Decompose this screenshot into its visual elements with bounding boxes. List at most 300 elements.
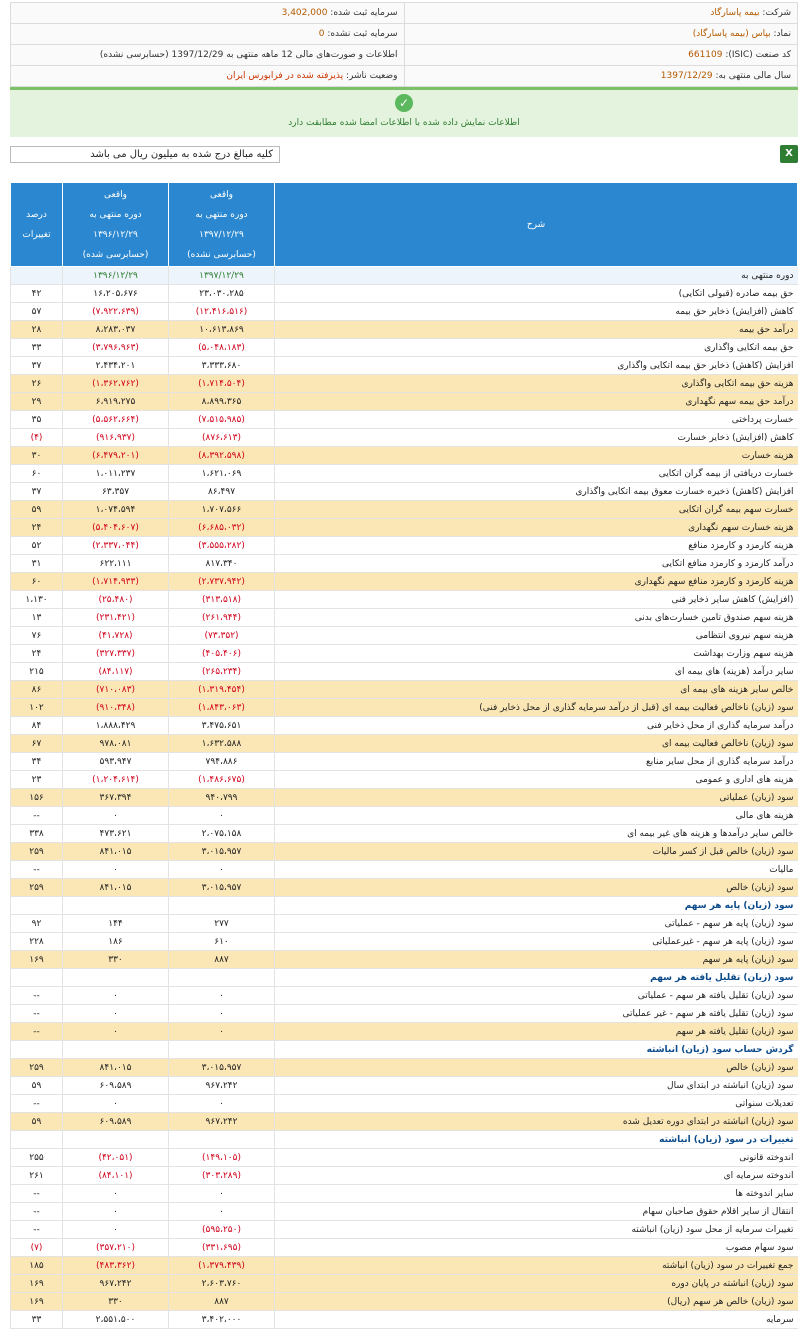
table-row: [11, 1149, 798, 1167]
percent-change: ۳۳: [11, 1311, 63, 1329]
table-row: [11, 609, 798, 627]
percent-change: ۲۶۱: [11, 1167, 63, 1185]
value-1397: (۲۶۱،۹۴۴): [169, 609, 275, 627]
row-description: کاهش (افزایش) ذخایر خسارت: [275, 429, 798, 447]
value-1397: ۰: [169, 1095, 275, 1113]
table-row: [11, 627, 798, 645]
value-1397: ۸۸۷: [169, 1293, 275, 1311]
value-1397: ۲،۰۷۵،۱۵۸: [169, 825, 275, 843]
percent-change: ۲۴: [11, 519, 63, 537]
value-1396: (۴۲،۰۵۱): [63, 1149, 169, 1167]
table-row: [11, 753, 798, 771]
value-1396: (۸۴،۱۱۷): [63, 663, 169, 681]
percent-change: --: [11, 1221, 63, 1239]
value-1397: ۶۱۰: [169, 933, 275, 951]
value-1397: (۱،۳۱۹،۴۵۴): [169, 681, 275, 699]
percent-change: ۵۲: [11, 537, 63, 555]
row-description: جمع تغییرات در سود (زیان) انباشته: [275, 1257, 798, 1275]
value-1396: (۴۸۳،۳۶۲): [63, 1257, 169, 1275]
isic-label: کد صنعت (ISIC):: [725, 50, 791, 60]
table-row: [11, 519, 798, 537]
value-1397: ۱۰،۶۱۳،۸۶۹: [169, 321, 275, 339]
value-1396: ۱۴۴: [63, 915, 169, 933]
table-row: [11, 429, 798, 447]
row-description: سود (زیان) پایه هر سهم - غیرعملیاتی: [275, 933, 798, 951]
value-1397: ۳،۴۰۲،۰۰۰: [169, 1311, 275, 1329]
value-1397: [169, 969, 275, 987]
value-1396: ۸۴۱،۰۱۵: [63, 843, 169, 861]
value-1396: ۱۶،۲۰۵،۶۷۶: [63, 285, 169, 303]
row-description: سود (زیان) انباشته در پایان دوره: [275, 1275, 798, 1293]
value-1396: (۲۳۱،۴۲۱): [63, 609, 169, 627]
currency-note: کلیه مبالغ درج شده به میلیون ریال می باشد: [10, 146, 280, 163]
company-value[interactable]: بیمه پاسارگاد: [710, 8, 760, 18]
value-1396: ۰: [63, 861, 169, 879]
header-percent-line: درصد: [26, 209, 47, 220]
value-1396: ۳۶۷،۳۹۴: [63, 789, 169, 807]
value-1396: ۲،۵۵۱،۵۰۰: [63, 1311, 169, 1329]
table-row: [11, 1077, 798, 1095]
table-row: [11, 1185, 798, 1203]
financial-statement-table: [10, 182, 798, 1329]
percent-change: ۴۲: [11, 285, 63, 303]
percent-change: --: [11, 1023, 63, 1041]
row-description: سود (زیان) خالص: [275, 1059, 798, 1077]
value-1396: ۶۰۹،۵۸۹: [63, 1113, 169, 1131]
fiscal-year-label: سال مالی منتهی به:: [715, 71, 791, 81]
row-description: سایر اندوخته ها: [275, 1185, 798, 1203]
value-1396: ۱۸۶: [63, 933, 169, 951]
percent-change: ۳۷: [11, 357, 63, 375]
row-description: هزینه حق بیمه اتکایی واگذاری: [275, 375, 798, 393]
publisher-status-label: وضعیت ناشر:: [345, 71, 398, 81]
row-description: هزینه سهم صندوق تامین خسارت‌های بدنی: [275, 609, 798, 627]
value-1397: (۱،۳۷۹،۴۳۹): [169, 1257, 275, 1275]
table-row: [11, 951, 798, 969]
row-description: گردش حساب سود (زیان) انباشته: [275, 1041, 798, 1059]
value-1397: ۰: [169, 1203, 275, 1221]
row-description: درآمد حق بیمه سهم نگهداری: [275, 393, 798, 411]
row-description: حق بیمه صادره (قبولی اتکایی): [275, 285, 798, 303]
registered-capital-label: سرمایه ثبت شده:: [330, 8, 398, 18]
row-description: سود (زیان) خالص: [275, 879, 798, 897]
table-row: [11, 663, 798, 681]
value-1397: (۷۳،۳۵۲): [169, 627, 275, 645]
row-description: هزینه کارمزد و کارمزد منافع: [275, 537, 798, 555]
value-1396: (۳،۷۹۶،۹۶۳): [63, 339, 169, 357]
value-1397: ۰: [169, 1185, 275, 1203]
value-1397: (۱،۷۱۴،۵۰۴): [169, 375, 275, 393]
value-1396: ۶۲۲،۱۱۱: [63, 555, 169, 573]
value-1396: ۰: [63, 1005, 169, 1023]
table-row: [11, 987, 798, 1005]
table-row: [11, 1293, 798, 1311]
row-description: هزینه سهم نیروی انتظامی: [275, 627, 798, 645]
row-description: خسارت سهم بیمه گران اتکایی: [275, 501, 798, 519]
value-1397: (۴۰۵،۴۰۶): [169, 645, 275, 663]
value-1396: ۳۳۰: [63, 1293, 169, 1311]
percent-change: --: [11, 1185, 63, 1203]
table-row: [11, 1221, 798, 1239]
row-description: انتقال از سایر اقلام حقوق صاحبان سهام: [275, 1203, 798, 1221]
value-1397: (۷،۵۱۵،۹۸۵): [169, 411, 275, 429]
value-1397: ۲۷۷: [169, 915, 275, 933]
percent-change: ۱،۱۳۰: [11, 591, 63, 609]
percent-change: ۱۶۹: [11, 951, 63, 969]
value-1397: (۳۳۱،۶۹۵): [169, 1239, 275, 1257]
value-1397: [169, 897, 275, 915]
value-1396: ۱،۰۱۱،۲۳۷: [63, 465, 169, 483]
table-row: [11, 1257, 798, 1275]
check-circle-icon: ✓: [395, 94, 413, 112]
value-1397: (۳،۵۵۵،۲۸۲): [169, 537, 275, 555]
fiscal-year-cell: [404, 66, 798, 87]
percent-change: ۳۷: [11, 483, 63, 501]
row-description: کاهش (افزایش) ذخایر حق بیمه: [275, 303, 798, 321]
header-1397-line: ۱۳۹۷/۱۲/۲۹: [199, 229, 244, 240]
statement-cell: [11, 45, 405, 66]
percent-change: ۱۵۶: [11, 789, 63, 807]
value-1396: ۱،۰۷۴،۵۹۴: [63, 501, 169, 519]
row-description: سود سهام مصوب: [275, 1239, 798, 1257]
value-1397: (۸۷۶،۶۱۳): [169, 429, 275, 447]
header-period-1397: [169, 183, 275, 267]
unregistered-capital-label: سرمایه ثبت نشده:: [327, 29, 398, 39]
value-1397: ۷۹۴،۸۸۶: [169, 753, 275, 771]
percent-change: ۵۹: [11, 1113, 63, 1131]
row-description: مالیات: [275, 861, 798, 879]
statement-text: اطلاعات و صورت‌های مالی 12 ماهه منتهی به 1397/12/29 (حسابرسی نشده): [99, 50, 398, 60]
value-1396: [63, 1041, 169, 1059]
value-1396: (۴۱،۷۲۸): [63, 627, 169, 645]
value-1397: ۰: [169, 861, 275, 879]
percent-change: [11, 969, 63, 987]
row-description: سود (زیان) عملیاتی: [275, 789, 798, 807]
value-1397: ۳،۰۱۵،۹۵۷: [169, 879, 275, 897]
value-1396: ۸۴۱،۰۱۵: [63, 879, 169, 897]
row-description: اندوخته سرمایه ای: [275, 1167, 798, 1185]
value-1397: (۱،۴۸۶،۶۷۵): [169, 771, 275, 789]
row-description: سود (زیان) تقلیل یافته هر سهم: [275, 969, 798, 987]
value-1397: (۱۲،۴۱۶،۵۱۶): [169, 303, 275, 321]
percent-change: [11, 267, 63, 285]
table-row: [11, 267, 798, 285]
value-1396: (۲،۳۳۷،۰۴۴): [63, 537, 169, 555]
row-description: خالص سایر درآمدها و هزینه های غیر بیمه ای: [275, 825, 798, 843]
value-1397: ۳،۴۷۵،۶۵۱: [169, 717, 275, 735]
table-row: [11, 645, 798, 663]
isic-value: 661109: [688, 50, 723, 60]
header-period-1396: [63, 183, 169, 267]
value-1397: ۰: [169, 1005, 275, 1023]
table-row: [11, 285, 798, 303]
table-row: [11, 375, 798, 393]
value-1397: ۳،۳۳۳،۶۸۰: [169, 357, 275, 375]
percent-change: ۳۴: [11, 753, 63, 771]
value-1396: [63, 897, 169, 915]
row-description: خسارت پرداختی: [275, 411, 798, 429]
percent-change: --: [11, 861, 63, 879]
value-1396: (۳۲۷،۳۳۷): [63, 645, 169, 663]
percent-change: ۳۳: [11, 339, 63, 357]
row-description: تعدیلات سنواتی: [275, 1095, 798, 1113]
value-1396: ۰: [63, 1095, 169, 1113]
value-1396: (۶،۴۷۹،۲۰۱): [63, 447, 169, 465]
row-description: سود (زیان) تقلیل یافته هر سهم - عملیاتی: [275, 987, 798, 1005]
row-description: درآمد سرمایه گذاری از محل سایر منابع: [275, 753, 798, 771]
value-1397: ۱،۷۰۷،۵۶۶: [169, 501, 275, 519]
value-1397: (۸،۳۹۲،۵۹۸): [169, 447, 275, 465]
percent-change: ۲۲۸: [11, 933, 63, 951]
percent-change: --: [11, 807, 63, 825]
percent-change: ۶۷: [11, 735, 63, 753]
percent-change: ۱۳: [11, 609, 63, 627]
header-percent-line: تغییرات: [22, 229, 51, 240]
symbol-cell: [404, 24, 798, 45]
table-row: [11, 1095, 798, 1113]
table-row: [11, 1005, 798, 1023]
value-1397: ۹۶۷،۲۴۲: [169, 1077, 275, 1095]
value-1396: (۵،۵۶۲،۶۶۴): [63, 411, 169, 429]
header-1397-line: دوره منتهی به: [195, 209, 248, 220]
percent-change: ۲۵۹: [11, 879, 63, 897]
value-1397: ۸۶،۴۹۷: [169, 483, 275, 501]
percent-change: ۲۵۹: [11, 843, 63, 861]
value-1397: ۳،۰۱۵،۹۵۷: [169, 1059, 275, 1077]
value-1397: [169, 1131, 275, 1149]
company-cell: [404, 3, 798, 24]
table-row: [11, 537, 798, 555]
row-description: سود (زیان) ناخالص فعالیت بیمه ای (قبل از درآمد سرمایه گذاری از محل ذخایر فنی): [275, 699, 798, 717]
value-1397: (۲۶۵،۲۳۴): [169, 663, 275, 681]
value-1396: ۴۷۳،۶۲۱: [63, 825, 169, 843]
header-1397-line: (حسابرسی نشده): [187, 249, 256, 260]
percent-change: --: [11, 1005, 63, 1023]
table-row: [11, 465, 798, 483]
header-1396-line: (حسابرسی شده): [82, 249, 149, 260]
value-1396: ۰: [63, 1221, 169, 1239]
value-1396: (۷،۹۲۲،۶۳۹): [63, 303, 169, 321]
percent-change: ۷۶: [11, 627, 63, 645]
percent-change: ۲۴: [11, 645, 63, 663]
row-description: خسارت دریافتی از بیمه گران اتکایی: [275, 465, 798, 483]
row-description: خالص سایر هزینه های بیمه ای: [275, 681, 798, 699]
table-row: [11, 357, 798, 375]
value-1396: (۸۴،۱۰۱): [63, 1167, 169, 1185]
table-row: [11, 447, 798, 465]
row-description: سود (زیان) خالص قبل از کسر مالیات: [275, 843, 798, 861]
table-row: [11, 393, 798, 411]
value-1396: (۱،۲۰۴،۶۱۴): [63, 771, 169, 789]
value-1397: ۳،۰۱۵،۹۵۷: [169, 843, 275, 861]
row-description: سایر درآمد (هزینه) های بیمه ای: [275, 663, 798, 681]
table-row: [11, 843, 798, 861]
percent-change: [11, 897, 63, 915]
value-1396: ۲،۴۳۴،۲۰۱: [63, 357, 169, 375]
row-description: افزایش (کاهش) ذخیره خسارت معوق بیمه اتکایی واگذاری: [275, 483, 798, 501]
table-row: [11, 483, 798, 501]
value-1396: ۹۶۷،۲۴۲: [63, 1275, 169, 1293]
value-1397: ۸۱۷،۳۴۰: [169, 555, 275, 573]
row-description: تغییرات در سود (زیان) انباشته: [275, 1131, 798, 1149]
value-1396: ۵۹۳،۹۴۷: [63, 753, 169, 771]
row-description: سود (زیان) ناخالص فعالیت بیمه ای: [275, 735, 798, 753]
header-percent-change: [11, 183, 63, 267]
header-1396-line: دوره منتهی به: [89, 209, 142, 220]
value-1396: (۱،۷۱۴،۹۳۳): [63, 573, 169, 591]
percent-change: ۳۵: [11, 411, 63, 429]
row-description: هزینه خسارت سهم نگهداری: [275, 519, 798, 537]
value-1396: ۱۳۹۶/۱۲/۲۹: [63, 267, 169, 285]
percent-change: ۱۶۹: [11, 1275, 63, 1293]
value-1396: ۰: [63, 807, 169, 825]
table-row: [11, 321, 798, 339]
table-row: [11, 915, 798, 933]
table-row: [11, 825, 798, 843]
percent-change: ۲۵۹: [11, 1059, 63, 1077]
symbol-label: نماد:: [773, 29, 791, 39]
row-description: دوره منتهی به: [275, 267, 798, 285]
row-description: اندوخته قانونی: [275, 1149, 798, 1167]
row-description: افزایش (کاهش) ذخایر حق بیمه اتکایی واگذاری: [275, 357, 798, 375]
percent-change: (۴): [11, 429, 63, 447]
percent-change: ۱۰۲: [11, 699, 63, 717]
table-row: [11, 339, 798, 357]
company-label: شرکت:: [762, 8, 791, 18]
isic-cell: [404, 45, 798, 66]
verification-message: [10, 87, 798, 137]
value-1397: ۹۶۷،۲۴۲: [169, 1113, 275, 1131]
value-1396: ۸،۲۸۳،۰۳۷: [63, 321, 169, 339]
value-1396: ۶۰۹،۵۸۹: [63, 1077, 169, 1095]
value-1396: ۶۳،۳۵۷: [63, 483, 169, 501]
value-1397: ۹۴۰،۷۹۹: [169, 789, 275, 807]
value-1396: ۳۳۰: [63, 951, 169, 969]
header-description: شرح: [275, 183, 798, 267]
table-row: [11, 1059, 798, 1077]
percent-change: ۲۸: [11, 321, 63, 339]
row-description: سود (زیان) تقلیل یافته هر سهم - غیر عملیاتی: [275, 1005, 798, 1023]
percent-change: --: [11, 987, 63, 1005]
publisher-status-cell: [11, 66, 405, 87]
value-1396: ۶،۹۱۹،۲۷۵: [63, 393, 169, 411]
value-1397: (۵۹۵،۲۵۰): [169, 1221, 275, 1239]
table-row: [11, 411, 798, 429]
percent-change: ۳۱: [11, 555, 63, 573]
value-1396: (۹۱۰،۳۴۸): [63, 699, 169, 717]
table-row: [11, 897, 798, 915]
value-1396: (۵،۴۰۴،۶۰۷): [63, 519, 169, 537]
header-1396-line: واقعی: [104, 189, 127, 200]
row-description: سود (زیان) پایه هر سهم: [275, 897, 798, 915]
value-1397: ۱،۶۳۲،۵۸۸: [169, 735, 275, 753]
row-description: سود (زیان) پایه هر سهم: [275, 951, 798, 969]
table-row: [11, 861, 798, 879]
value-1396: (۲۵،۴۸۰): [63, 591, 169, 609]
table-row: [11, 1131, 798, 1149]
symbol-value[interactable]: بپاس (بیمه پاسارگاد): [692, 29, 771, 39]
percent-change: ۵۹: [11, 501, 63, 519]
value-1396: ۰: [63, 987, 169, 1005]
value-1397: (۱۴۹،۱۰۵): [169, 1149, 275, 1167]
table-row: [11, 555, 798, 573]
value-1397: (۲،۷۳۷،۹۴۲): [169, 573, 275, 591]
table-row: [11, 699, 798, 717]
table-row: [11, 807, 798, 825]
row-description: درآمد کارمزد و کارمزد منافع اتکایی: [275, 555, 798, 573]
value-1397: ۱،۶۲۱،۰۶۹: [169, 465, 275, 483]
percent-change: ۹۲: [11, 915, 63, 933]
excel-export-icon[interactable]: X: [780, 145, 798, 163]
header-1396-line: ۱۳۹۶/۱۲/۲۹: [93, 229, 138, 240]
row-description: هزینه خسارت: [275, 447, 798, 465]
value-1396: [63, 1131, 169, 1149]
table-row: [11, 591, 798, 609]
percent-change: ۱۸۵: [11, 1257, 63, 1275]
registered-capital-value: 3,402,000: [281, 8, 328, 18]
row-description: هزینه های مالی: [275, 807, 798, 825]
table-row: [11, 933, 798, 951]
percent-change: --: [11, 1203, 63, 1221]
percent-change: ۲۹: [11, 393, 63, 411]
percent-change: [11, 1131, 63, 1149]
table-row: [11, 1041, 798, 1059]
percent-change: ۳۰: [11, 447, 63, 465]
table-row: [11, 789, 798, 807]
row-description: سود (زیان) خالص هر سهم (ریال): [275, 1293, 798, 1311]
value-1397: ۱۳۹۷/۱۲/۲۹: [169, 267, 275, 285]
value-1396: ۰: [63, 1185, 169, 1203]
header-1397-line: واقعی: [210, 189, 233, 200]
percent-change: ۶۰: [11, 465, 63, 483]
percent-change: ۵۷: [11, 303, 63, 321]
percent-change: ۲۳: [11, 771, 63, 789]
value-1396: ۰: [63, 1203, 169, 1221]
row-description: تغییرات سرمایه از محل سود (زیان) انباشته: [275, 1221, 798, 1239]
row-description: سرمایه: [275, 1311, 798, 1329]
company-info-table: [10, 2, 798, 87]
table-row: [11, 681, 798, 699]
row-description: حق بیمه اتکایی واگذاری: [275, 339, 798, 357]
row-description: سود (زیان) پایه هر سهم - عملیاتی: [275, 915, 798, 933]
row-description: هزینه سهم وزارت بهداشت: [275, 645, 798, 663]
value-1397: ۰: [169, 1023, 275, 1041]
value-1397: ۲،۶۰۳،۷۶۰: [169, 1275, 275, 1293]
row-description: هزینه کارمزد و کارمزد منافع سهم نگهداری: [275, 573, 798, 591]
row-description: درآمد سرمایه گذاری از محل ذخایر فنی: [275, 717, 798, 735]
fiscal-year-value: 1397/12/29: [660, 71, 713, 81]
row-description: (افزایش) کاهش سایر ذخایر فنی: [275, 591, 798, 609]
table-row: [11, 1275, 798, 1293]
value-1397: (۳۰۳،۲۸۹): [169, 1167, 275, 1185]
value-1396: ۱،۸۸۸،۴۲۹: [63, 717, 169, 735]
value-1397: (۳۱۳،۵۱۸): [169, 591, 275, 609]
value-1397: ۰: [169, 807, 275, 825]
percent-change: ۱۶۹: [11, 1293, 63, 1311]
table-row: [11, 879, 798, 897]
row-description: هزینه های اداری و عمومی: [275, 771, 798, 789]
percent-change: ۳۳۸: [11, 825, 63, 843]
row-description: سود (زیان) انباشته در ابتدای دوره تعدیل شده: [275, 1113, 798, 1131]
row-description: سود (زیان) انباشته در ابتدای سال: [275, 1077, 798, 1095]
value-1396: (۷۱۰،۰۸۳): [63, 681, 169, 699]
table-row: [11, 1239, 798, 1257]
value-1396: ۰: [63, 1023, 169, 1041]
value-1396: (۹۱۶،۹۳۷): [63, 429, 169, 447]
value-1396: ۹۷۸،۰۸۱: [63, 735, 169, 753]
row-description: درآمد حق بیمه: [275, 321, 798, 339]
percent-change: ۲۵۵: [11, 1149, 63, 1167]
